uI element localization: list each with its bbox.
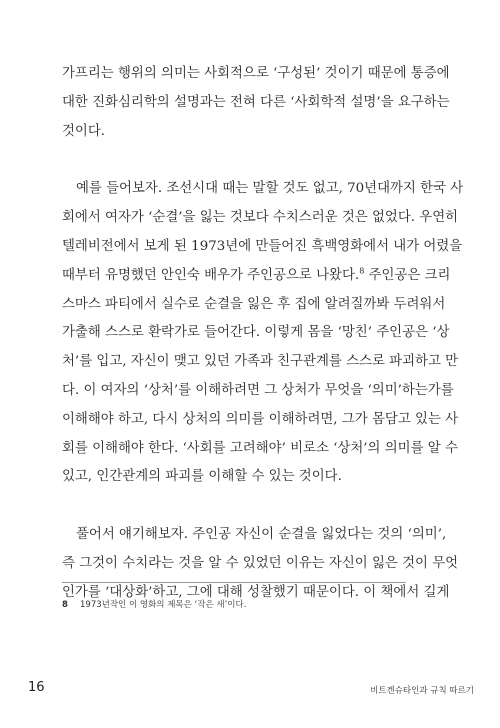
- footnote-text: 1973년작인 이 영화의 제목은 ‘작은 새’이다.: [80, 600, 247, 610]
- text-line: 회를 이해해야 한다. ‘사회를 고려해야’ 비로소 ‘상처’의 의미를 알 수: [62, 440, 458, 456]
- footnote-divider: [62, 582, 406, 583]
- text-line: 가프리는 행위의 의미는 사회적으로 ‘구성된’ 것이기 때문에 통증에: [62, 66, 450, 81]
- footnote-reference[interactable]: 8: [359, 266, 365, 276]
- text-line: 대한 진화심리학의 설명과는 전혀 다른 ‘사회학적 설명’을 요구하는: [62, 94, 450, 110]
- text-line: 있고, 인간관계의 파괴를 이해할 수 있는 것이다.: [62, 469, 342, 485]
- text-line: 이해해야 하고, 다시 상처의 의미를 이해하려면, 그가 몸담고 있는 사: [62, 411, 459, 427]
- text-segment: 주인공은 크리: [364, 267, 451, 283]
- text-line: 회에서 여자가 ‘순결’을 잃는 것보다 수치스러운 것은 없었다. 우연히: [62, 210, 459, 226]
- text-line: 것이다.: [62, 123, 106, 139]
- paragraph-1: [62, 60, 450, 146]
- text-line: 가출해 스스로 환락가로 들어간다. 이렇게 몸을 ‘망친’ 주인공은 ‘상: [62, 325, 450, 341]
- footnote-number: 8: [62, 600, 68, 610]
- text-line: 인가를 ‘대상화’하고, 그에 대해 성찰했기 때문이다. 이 책에서 길게: [62, 584, 450, 600]
- paragraph-2: [62, 175, 464, 492]
- text-line: 풀어서 얘기해보자. 주인공 자신이 순결을 잃었다는 것의 ‘의미’,: [76, 527, 447, 543]
- text-line: 다. 이 여자의 ‘상처’를 이해하려면 그 상처가 무엇을 ‘의미’하는가를: [62, 382, 454, 398]
- footnote: [62, 598, 406, 610]
- text-line: 처’를 입고, 자신이 맺고 있던 가족과 친구관계를 스스로 파괴하고 만: [62, 354, 459, 370]
- running-title: 비트겐슈타인과 규칙 따르기: [370, 686, 474, 696]
- text-segment: 때부터 유명했던 안인숙 배우가 주인공으로 나왔다.: [62, 267, 360, 283]
- page-number: 16: [28, 680, 45, 695]
- text-line: 스마스 파티에서 실수로 순결을 잃은 후 집에 알려질까봐 두려워서: [62, 296, 446, 312]
- paragraph-3: [62, 521, 459, 607]
- text-line: 예를 들어보자. 조선시대 때는 말할 것도 없고, 70년대까지 한국 사: [76, 181, 464, 197]
- text-line: [62, 262, 451, 291]
- text-line: 즉 그것이 수치라는 것을 알 수 있었던 이유는 자신이 잃은 것이 무엇: [62, 555, 459, 571]
- text-line: 텔레비전에서 보게 된 1973년에 만들어진 흑백영화에서 내가 어렸을: [62, 238, 463, 254]
- body-text: [62, 60, 464, 608]
